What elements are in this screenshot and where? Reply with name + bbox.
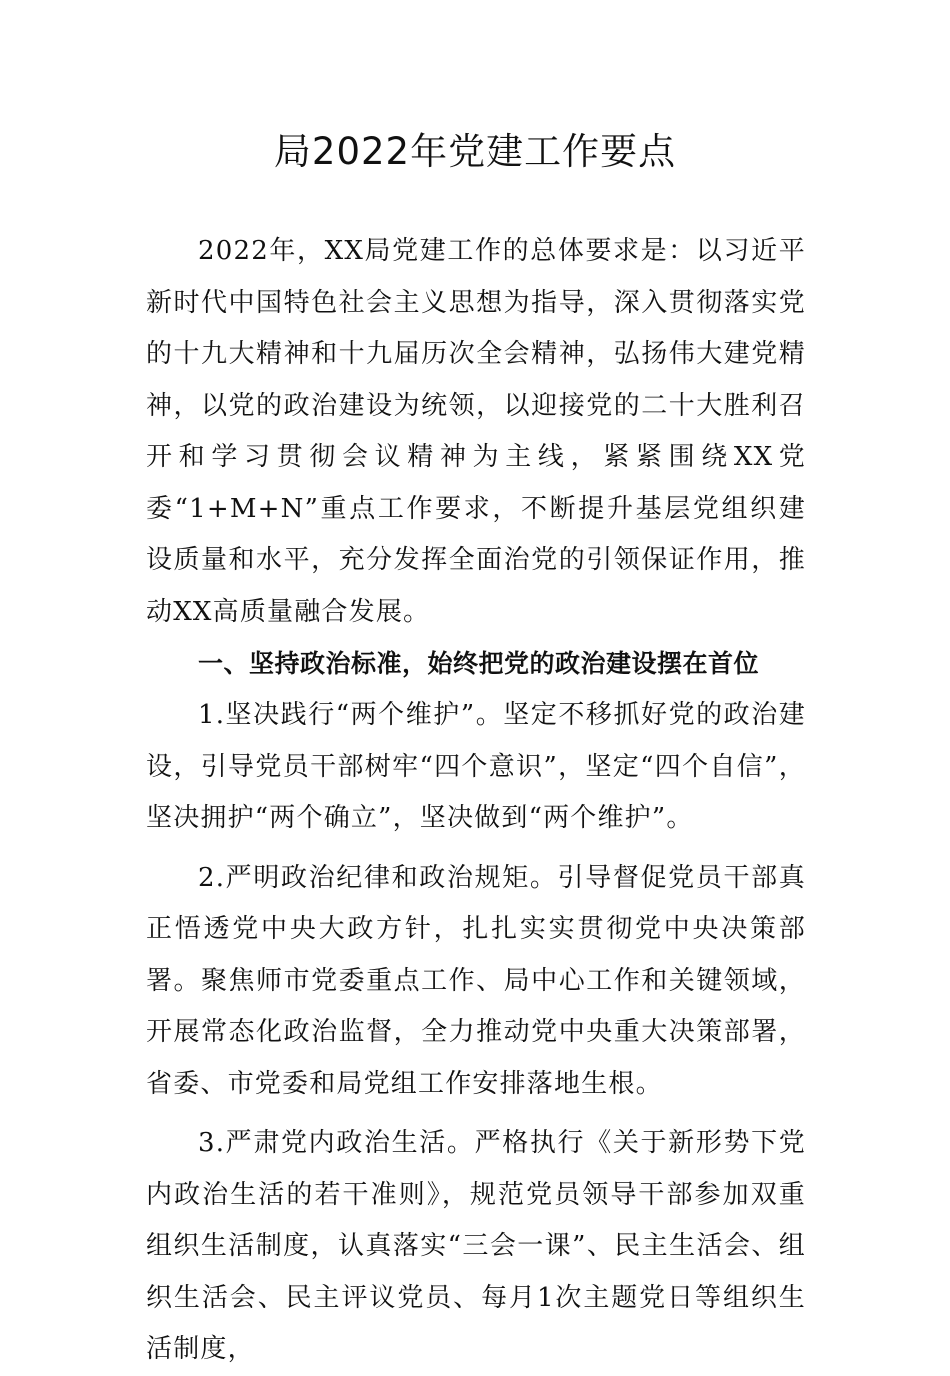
paragraph-spacer bbox=[146, 1110, 806, 1118]
intro-paragraph: 2022年，XX局党建工作的总体要求是：以习近平新时代中国特色社会主义思想为指导，深入贯彻落实党的十九大精神和十九届历次全会精神，弘扬伟大建党精神，以党的政治建设为统领，以迎接党的二十大胜利召开和学习贯彻会议精神为主线，紧紧围绕XX党委“1+M+N”重点工作要求，不断提升基层党组织建设质量和水平，充分发挥全面治党的引领保证作用，推动XX高质量融合发展。 bbox=[146, 236, 806, 627]
paragraph-spacer bbox=[146, 845, 806, 853]
section-heading-1: 一、坚持政治标准，始终把党的政治建设摆在首位 bbox=[198, 649, 760, 678]
item-2-paragraph: 2.严明政治纪律和政治规矩。引导督促党员干部真正悟透党中央大政方针，扎扎实实贯彻党中央决策部署。聚焦师市党委重点工作、局中心工作和关键领域，开展常态化政治监督，全力推动党中央重大决策部署，省委、市党委和局党组工作安排落地生根。 bbox=[146, 862, 806, 1099]
item-3-paragraph: 3.严肃党内政治生活。严格执行《关于新形势下党内政治生活的若干准则》，规范党员领导干部参加双重组织生活制度，认真落实“三会一课”、民主生活会、组织生活会、民主评议党员、每月1次主题党日等组织生活制度， bbox=[146, 1128, 806, 1364]
document-title: 局2022年党建工作要点 bbox=[273, 130, 677, 173]
item-1-paragraph: 1.坚决践行“两个维护”。坚定不移抓好党的政治建设，引导党员干部树牢“四个意识”，坚定“四个自信”，坚决拥护“两个确立”，坚决做到“两个维护”。 bbox=[146, 700, 806, 833]
document-body bbox=[146, 226, 806, 1376]
